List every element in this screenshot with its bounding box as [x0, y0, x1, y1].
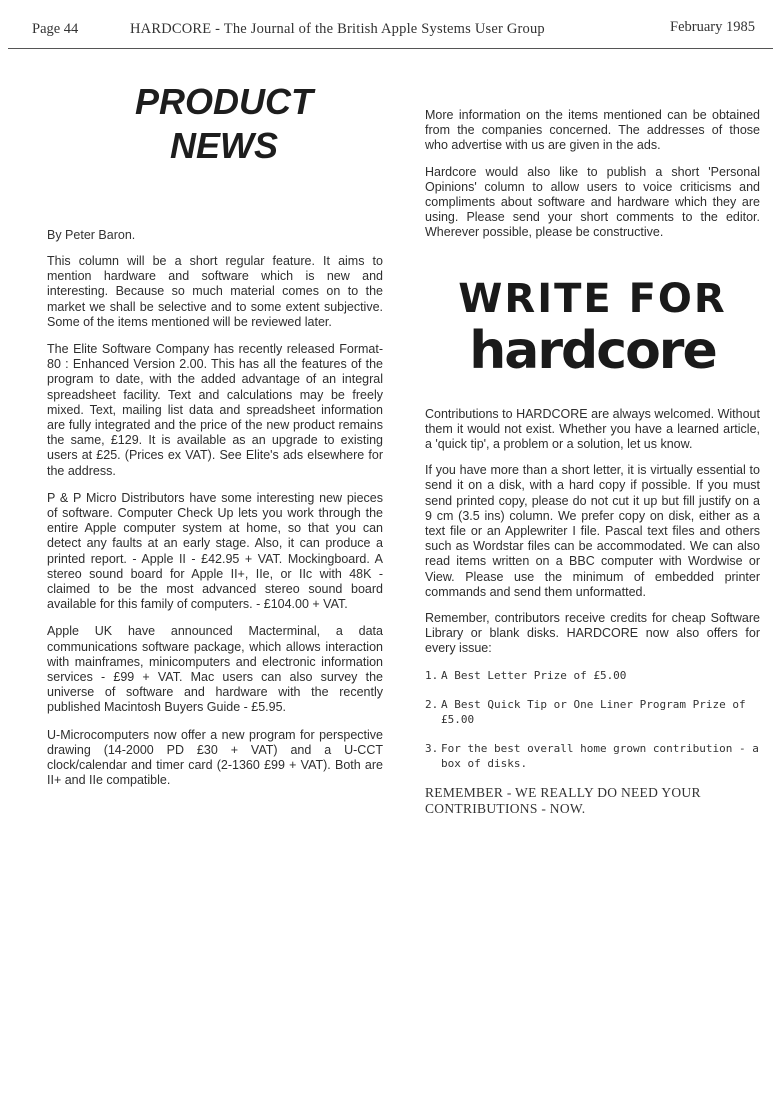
prize-text: A Best Letter Prize of £5.00: [441, 668, 627, 682]
write-for-heading: WRITE FOR: [458, 275, 727, 322]
paragraph: Hardcore would also like to publish a short 'Personal Opinions' column to allow users to voice criticisms and compliments about software and hardware which they are using. Please send your short comments to the editor. Wherever possible, please be constructive.: [425, 164, 760, 240]
hardcore-logo: hardcore: [469, 320, 716, 381]
page-header: [32, 16, 765, 46]
header-rule: [8, 48, 773, 49]
paragraph: Contributions to HARDCORE are always welcomed. Without them it would not exist. Whether you have a learned article, a 'quick tip', a problem or a solution, let us know.: [425, 406, 760, 452]
journal-title: HARDCORE - The Journal of the British Apple Systems User Group: [130, 21, 545, 37]
right-column: [425, 108, 760, 817]
paragraph: The Elite Software Company has recently released Format-80 : Enhanced Version 2.00. This has all the features of the program to date, with the added advantage of an integral spreadsheet facility. Text and calculations may be freely mixed. Text, mailing list data and spreadsheet information are fully integrated and the price of the new product remains the same, £129. It is available as an upgrade to existing users at £25. (Prices ex VAT). See Elite's ads elsewhere for the address.: [47, 342, 383, 478]
paragraph: This column will be a short regular feature. It aims to mention hardware and software which is new and interesting. Because so much material comes on to the market we shall be selective and to some extent subjective. Some of the items mentioned will be reviewed later.: [47, 254, 383, 329]
list-item: [425, 668, 760, 683]
paragraph: U-Microcomputers now offer a new program for perspective drawing (14-2000 PD £30 + VAT) and a U-CCT clock/calendar and timer card (2-1360 £99 + VAT). Both are II+ and IIe compatible.: [47, 727, 383, 788]
left-column: [47, 80, 383, 801]
issue-date: February 1985: [670, 19, 755, 35]
paragraph: More information on the items mentioned can be obtained from the companies concerned. The addresses of those who advertise with us are given in the ads.: [425, 108, 760, 153]
prize-list: [425, 668, 760, 771]
title-line-1: PRODUCT: [135, 81, 313, 122]
paragraph: Apple UK have announced Macterminal, a data communications software package, which allows interaction with mainframes, minicomputers and electronic information services - £99 + VAT. Mac users can also survey the universe of software and hardware with the recently published Macintosh Buyers Guide - £5.95.: [47, 624, 383, 715]
prize-text: A Best Quick Tip or One Liner Program Prize of £5.00: [441, 697, 746, 726]
list-item: [425, 741, 760, 771]
closing-note: REMEMBER - WE REALLY DO NEED YOUR CONTRIBUTIONS - NOW.: [425, 784, 701, 816]
title-line-2: NEWS: [170, 125, 278, 166]
paragraph: If you have more than a short letter, it is virtually essential to send it on a disk, with a hard copy if possible. If you must send printed copy, please do not cut it up but fill justify on a 9 cm (3.5 ins) column. We prefer copy on disk, either as a text file or an Applewriter I file. Pascal text files and others such as Wordstar files can be accommodated. We can also read items written on a BBC computer with Wordwise or View. Please use the minimum of embedded printer commands and send them unformatted.: [425, 463, 760, 599]
page-number: Page 44: [32, 21, 79, 37]
prize-number: 1.: [425, 668, 439, 682]
list-item: [425, 697, 760, 727]
article-title: [47, 80, 383, 168]
paragraph: P & P Micro Distributors have some interesting new pieces of software. Computer Check Up lets you work through the entire Apple computer system at home, so that you can detect any faults at an early stage. Also, it can produce a printed report. - Apple II - £42.95 + VAT. Mockingboard. A stereo sound board for Apple II+, IIe, or IIc with 48K - claimed to be the most advanced stereo sound board available for this family of computers. - £104.00 + VAT.: [47, 490, 383, 612]
byline: By Peter Baron.: [47, 228, 136, 242]
prize-number: 2.: [425, 697, 439, 711]
paragraph: Remember, contributors receive credits for cheap Software Library or blank disks. HARDCORE now also offers for every issue:: [425, 611, 760, 656]
prize-text: For the best overall home grown contribution - a box of disks.: [441, 741, 759, 770]
prize-number: 3.: [425, 741, 439, 755]
